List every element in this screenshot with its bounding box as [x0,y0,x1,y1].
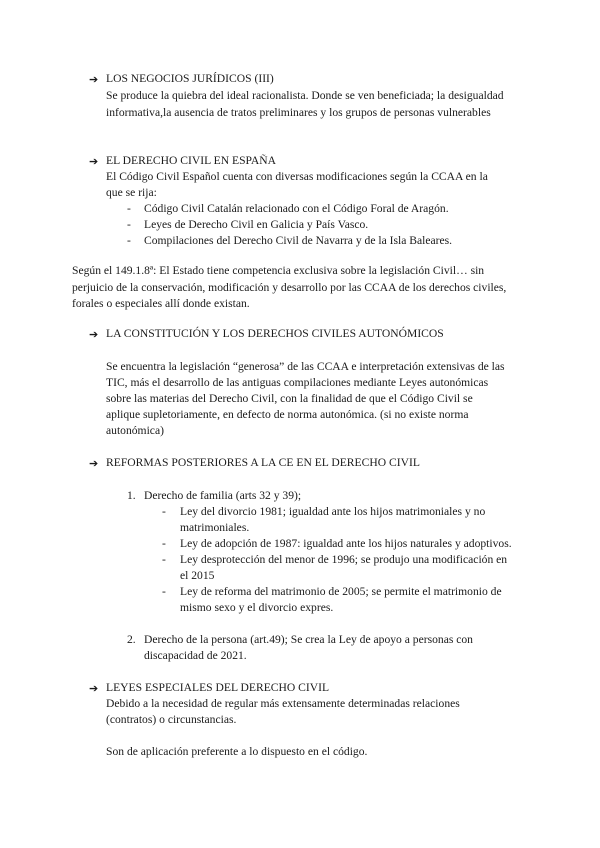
paragraph-line: perjuicio de la conservación, modificación y desarrollo por las CCAA de los derechos civiles, [72,281,507,294]
paragraph-line: Se encuentra la legislación “generosa” de las CCAA e interpretación extensivas de las [106,360,505,373]
list-item: Código Civil Catalán relacionado con el Código Foral de Aragón. [144,202,449,215]
dash-bullet-icon: - [162,537,166,550]
paragraph-line: Son de aplicación preferente a lo dispuesto en el código. [106,745,368,758]
section-heading-negocios: LOS NEGOCIOS JURÍDICOS (III) [106,72,274,85]
section-heading-leyes-especiales: LEYES ESPECIALES DEL DERECHO CIVIL [106,681,330,694]
section-heading-derecho-civil-espana: EL DERECHO CIVIL EN ESPAÑA [106,154,277,167]
paragraph-line: Se produce la quiebra del ideal racionalista. Donde se ven beneficiada; la desigualdad [106,89,504,102]
paragraph-line: informativa,la ausencia de tratos preliminares y los grupos de personas vulnerables [106,106,491,119]
paragraph-line: Debido a la necesidad de regular más extensamente determinadas relaciones [106,697,460,710]
sub-list-item: Ley del divorcio 1981; igualdad ante los hijos matrimoniales y no [180,505,486,518]
section-heading-constitucion: LA CONSTITUCIÓN Y LOS DERECHOS CIVILES AUTONÓMICOS [106,327,444,340]
arrow-bullet-icon: ➔ [89,458,99,470]
paragraph-line: autonómica) [106,424,164,437]
paragraph-line: TIC, más el desarrollo de las antiguas compilaciones mediante Leyes autonómicas [106,376,489,389]
numbered-item: Derecho de familia (arts 32 y 39); [144,489,302,502]
dash-bullet-icon: - [162,553,166,566]
list-item: Compilaciones del Derecho Civil de Navarra y de la Isla Baleares. [144,234,453,247]
dash-bullet-icon: - [162,505,166,518]
paragraph-line: forales o especiales allí donde existan. [72,297,250,310]
sub-list-item: el 2015 [180,569,215,582]
arrow-bullet-icon: ➔ [89,329,99,341]
list-number: 2. [127,633,136,646]
sub-list-item: matrimoniales. [180,521,250,534]
paragraph-line: Según el 149.1.8ª: El Estado tiene competencia exclusiva sobre la legislación Civil… sin [72,264,485,277]
sub-list-item: mismo sexo y el divorcio expres. [180,601,334,614]
numbered-item: discapacidad de 2021. [144,649,247,662]
arrow-bullet-icon: ➔ [89,156,99,168]
dash-bullet-icon: - [127,218,131,231]
list-number: 1. [127,489,136,502]
paragraph-line: que se rija: [106,186,157,199]
numbered-item: Derecho de la persona (art.49); Se crea la Ley de apoyo a personas con [144,633,473,646]
dash-bullet-icon: - [162,585,166,598]
sub-list-item: Ley de reforma del matrimonio de 2005; se permite el matrimonio de [180,585,502,598]
paragraph-line: (contratos) o circunstancias. [106,713,237,726]
section-heading-reformas: REFORMAS POSTERIORES A LA CE EN EL DERECHO CIVIL [106,456,420,469]
sub-list-item: Ley de adopción de 1987: igualdad ante los hijos naturales y adoptivos. [180,537,512,550]
dash-bullet-icon: - [127,202,131,215]
arrow-bullet-icon: ➔ [89,74,99,86]
sub-list-item: Ley desprotección del menor de 1996; se produjo una modificación en [180,553,508,566]
list-item: Leyes de Derecho Civil en Galicia y País Vasco. [144,218,369,231]
paragraph-line: aplique supletoriamente, en defecto de norma autonómica. (si no existe norma [106,408,469,421]
dash-bullet-icon: - [127,234,131,247]
paragraph-line: sobre las materias del Derecho Civil, con la finalidad de que el Código Civil se [106,392,473,405]
arrow-bullet-icon: ➔ [89,683,99,695]
paragraph-line: El Código Civil Español cuenta con diversas modificaciones según la CCAA en la [106,170,488,183]
